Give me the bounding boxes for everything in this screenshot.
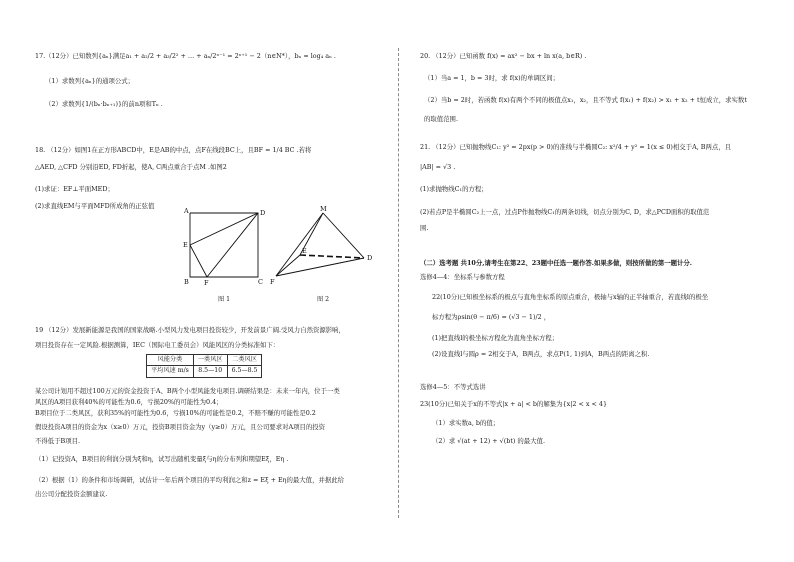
fig1-label-A: A bbox=[184, 207, 189, 215]
q23-part2: （2）求 √(at + 12) + √(bt) 的最大值. bbox=[432, 437, 546, 445]
table-cell: 6.5—8.5 bbox=[227, 366, 262, 377]
table-cell: 平均风速 m/s bbox=[147, 366, 194, 377]
fig1-label-D: D bbox=[260, 209, 266, 217]
q21-part2-line1: (2)若点P是半椭圆C₂上一点，过点P作抛物线C₁的两条切线，切点分别为C, D，求△PCD面积的取值范 bbox=[420, 208, 710, 216]
fig2-edge-FD bbox=[276, 258, 364, 276]
fig2-label-M: M bbox=[320, 205, 327, 213]
table-row bbox=[147, 355, 262, 366]
q20-part1: （1）当a = 1，b = 3时，求 f(x)的单调区间； bbox=[424, 74, 559, 82]
q19-stem-line7: 不得低于B项目. bbox=[35, 437, 81, 445]
q20-part2-line1: （2）当b = 2时，若函数 f(x)有两个不同的极值点x₁，x₂，且不等式 f(x₁) + f(x₂) > x₁ + x₂ + t恒成立，求实数t bbox=[424, 96, 747, 104]
fig1-label-B: B bbox=[184, 278, 189, 286]
q19-stem-line6: 假设投资A项目的资金为x（x≥0）万元，投资B项目资金为y（y≥0）万元，且公司要求对A项目的投资 bbox=[35, 423, 326, 431]
q19-stem-line3: 某公司计划用不超过100万元的资金投资于A、B两个小型风能发电项目.调研结果是：未来一年内，位于一类 bbox=[35, 387, 340, 395]
figure-1-caption: 图 1 bbox=[218, 296, 231, 303]
q22-stem-line1: 22(10分)已知极坐标系的极点与直角坐标系的原点重合，极轴与x轴的正半轴重合，若直线l的极坐 bbox=[432, 293, 709, 301]
fig2-label-D: D bbox=[367, 254, 373, 262]
q17-part2: （2）求数列{1/(bₙ·bₙ₊₁)}的前n项和Tₙ . bbox=[45, 100, 163, 108]
q18-part1: (1)求证：EF⊥平面MED； bbox=[35, 185, 114, 193]
fig1-square-outline bbox=[190, 213, 258, 277]
fig1-segment-ED bbox=[190, 213, 258, 245]
fig2-edge-EF bbox=[276, 255, 300, 276]
table-header-cell: 一类风区 bbox=[193, 355, 227, 366]
fig1-label-C: C bbox=[258, 278, 263, 286]
q19-stem-line2: 项目投资存在一定风险.根据测算，IEC（国际电工委员会）风能风区的分类标准如下： bbox=[35, 341, 280, 349]
q18-stem-line1: 18. （12分）如图1在正方形ABCD中，E是AB的中点，点F在线段BC上，且BF = 1/4 BC .若将 bbox=[35, 146, 312, 154]
table-header-cell: 风能分类 bbox=[147, 355, 194, 366]
q17-part1: （1）求数列{aₙ}的通项公式； bbox=[45, 77, 135, 85]
q21-part2-line2: 围. bbox=[420, 224, 429, 232]
elective-4-4-title: 选修4—4：坐标系与参数方程 bbox=[420, 273, 505, 281]
fig2-edge-MF bbox=[276, 213, 323, 276]
figure-2-tetrahedron bbox=[268, 205, 378, 293]
q20-stem: 20. （12分）已知函数 f(x) = ax² − bx + ln x(a, b∈R) . bbox=[420, 52, 587, 60]
q19-part1: （1）记投资A，B项目的利润分别为ξ和η，试写出随机变量ξ与η的分布列和期望Eξ，Eη . bbox=[35, 455, 289, 463]
fig1-label-F: F bbox=[204, 279, 209, 287]
fig1-segment-FD bbox=[207, 213, 258, 277]
q23-part1: （1）求实数a, b的值； bbox=[432, 419, 500, 427]
q20-part2-line2: 的取值范围. bbox=[424, 115, 458, 123]
fig2-edge-ED-hidden bbox=[300, 255, 364, 258]
q19-stem-line4: 风区的A项目获利40%的可能性为0.6，亏损20%的可能性为0.4； bbox=[35, 398, 223, 406]
table-row bbox=[147, 366, 262, 377]
q19-stem-line5: B项目位于二类风区，获利35%的可能性为0.6，亏损10%的可能性是0.2，不赔不赚的可能性是0.2 bbox=[35, 409, 316, 417]
column-divider bbox=[398, 48, 399, 518]
fig2-label-E: E bbox=[302, 247, 307, 255]
elective-4-5-title: 选修4—5：不等式选讲 bbox=[420, 383, 486, 391]
q21-part1: (1)求抛物线C₁的方程； bbox=[420, 185, 488, 193]
q22-part2: (2)设直线l与圆ρ = 2相交于A，B两点，求点P(1, 1)到A，B两点的距离之积. bbox=[432, 350, 650, 358]
fig2-edge-MD bbox=[323, 213, 364, 258]
wind-zone-table bbox=[146, 354, 262, 378]
table-header-cell: 二类风区 bbox=[227, 355, 262, 366]
q21-stem-line1: 21. （12分）已知抛物线C₁: y² = 2px(p > 0)的准线与半椭圆C₂: x²/4 + y² = 1(x ≤ 0)相交于A, B两点，且 bbox=[420, 143, 732, 151]
q23-stem: 23(10分)已知关于x的不等式|x + a| < b的解集为{x|2 < x < 4} bbox=[420, 400, 608, 408]
table-cell: 8.5—10 bbox=[193, 366, 227, 377]
q19-part2-line1: （2）根据（1）的条件和市场调研，试估计一年后两个项目的平均利润之和z = Eξ + Eη的最大值，并据此给 bbox=[35, 476, 345, 484]
fig1-segment-EF bbox=[190, 245, 207, 277]
figure-2-caption: 图 2 bbox=[317, 296, 330, 303]
q21-stem-line2: |AB| = √3 . bbox=[420, 163, 456, 171]
q17-stem: 17.（12分）已知数列{aₙ}满足a₁ + a₂/2 + a₃/2² + … + aₙ/2ⁿ⁻¹ = 2ⁿ⁺¹ − 2（n∈N*），bₙ = log₄ aₙ . bbox=[35, 52, 336, 60]
fig2-label-F: F bbox=[270, 278, 275, 286]
q22-stem-line2: 标方程为ρsin(θ − π/6) = (√3 − 1)/2 ， bbox=[432, 313, 551, 321]
q18-part2: (2)求直线EM与平面MFD所成角的正弦值 bbox=[35, 202, 155, 210]
q19-stem-line1: 19 （12分）发展新能源是我国的国家战略.小型风力发电项目投资较少，开发前景广阔.受风力自然资源影响， bbox=[35, 326, 345, 334]
q19-part2-line2: 出公司分配投资金额建议. bbox=[35, 490, 108, 498]
q22-part1: (1)把直线l的极坐标方程化为直角坐标方程； bbox=[432, 334, 559, 342]
section-heading: （二）选考题 共10分,请考生在第22、23题中任选一题作答.如果多做，则按所做的第一题计分. bbox=[420, 259, 693, 267]
q18-stem-line2: △AED, △CFD 分别沿ED, FD折起，使A, C两点重合于点M .如图2 bbox=[35, 163, 227, 171]
figure-1-square bbox=[180, 205, 270, 295]
fig1-label-E: E bbox=[183, 241, 188, 249]
